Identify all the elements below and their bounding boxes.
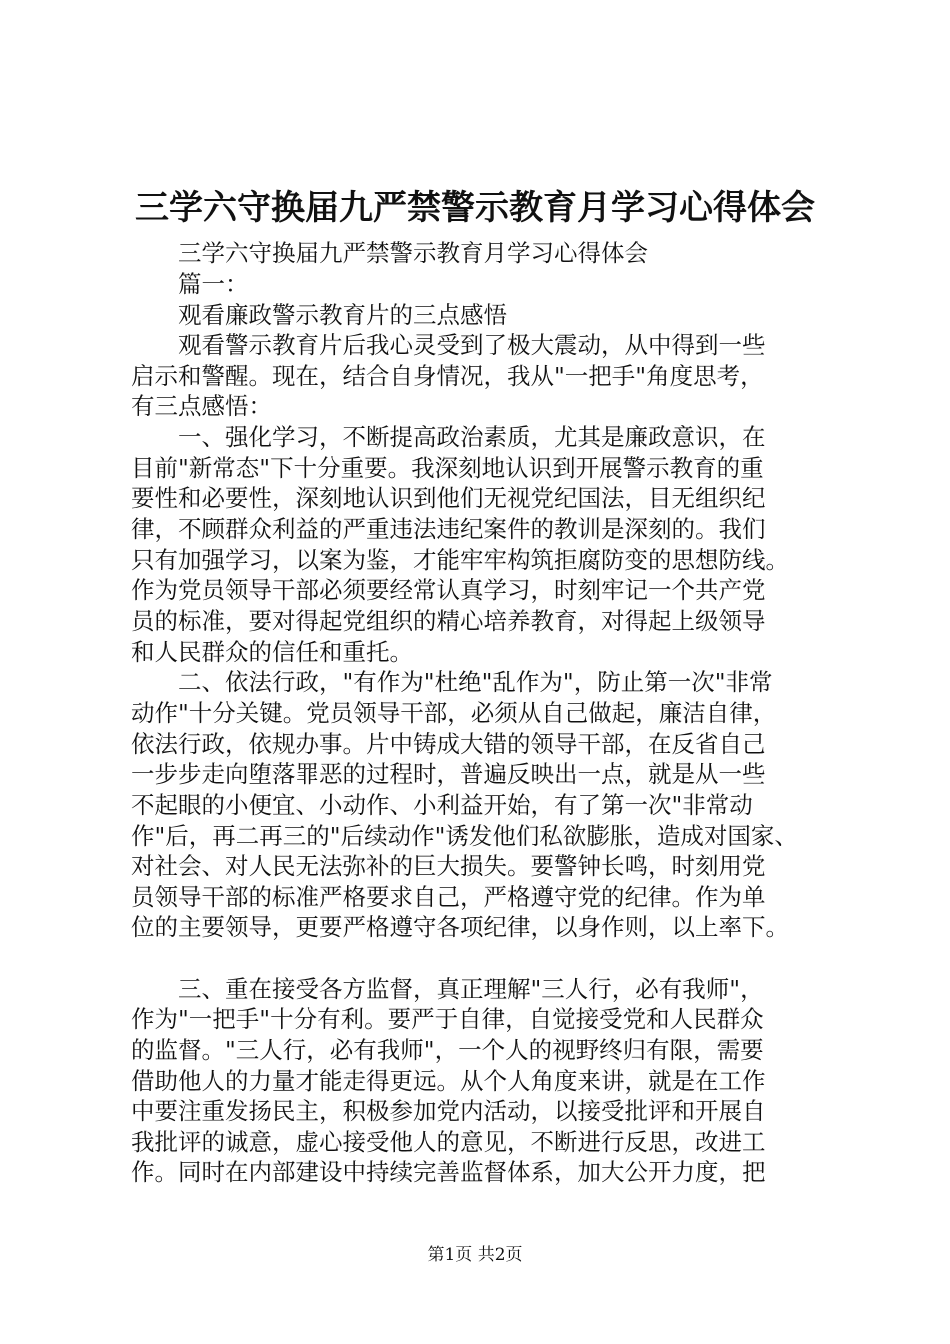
paragraph-line: 目前"新常态"下十分重要。我深刻地认识到开展警示教育的重: [131, 454, 764, 482]
paragraph-line: 作为"一把手"十分有利。要严于自律，自觉接受党和人民群众: [131, 1005, 764, 1033]
paragraph-line: 我批评的诚意，虚心接受他人的意见，不断进行反思，改进工: [131, 1128, 766, 1156]
section-label: 篇一：: [178, 270, 249, 298]
paragraph-line: 借助他人的力量才能走得更远。从个人角度来讲，就是在工作: [131, 1067, 766, 1095]
paragraph-line: 启示和警醒。现在，结合自身情况，我从"一把手"角度思考，: [131, 362, 764, 390]
paragraph-line: 一步步走向堕落罪恶的过程时，普遍反映出一点，就是从一些: [131, 760, 766, 788]
article-heading: 观看廉政警示教育片的三点感悟: [178, 301, 507, 329]
paragraph-line: 观看警示教育片后我心灵受到了极大震动，从中得到一些: [178, 331, 766, 359]
paragraph-line: 的监督。"三人行，必有我师"，一个人的视野终归有限，需要: [131, 1036, 764, 1064]
paragraph-line: 三、重在接受各方监督，真正理解"三人行，必有我师"，: [178, 975, 764, 1003]
paragraph-line: 员领导干部的标准严格要求自己，严格遵守党的纪律。作为单: [131, 883, 766, 911]
paragraph-line: 和人民群众的信任和重托。: [131, 638, 413, 666]
paragraph-line: 动作"十分关键。党员领导干部，必须从自己做起，廉洁自律，: [131, 699, 777, 727]
paragraph-line: 只有加强学习，以案为鉴，才能牢牢构筑拒腐防变的思想防线。: [131, 546, 789, 574]
paragraph-line: 有三点感悟：: [131, 392, 272, 420]
paragraph-line: 对社会、对人民无法弥补的巨大损失。要警钟长鸣，时刻用党: [131, 852, 766, 880]
paragraph-line: 律，不顾群众利益的严重违法违纪案件的教训是深刻的。我们: [131, 515, 766, 543]
paragraph-line: 要性和必要性，深刻地认识到他们无视党纪国法，目无组织纪: [131, 484, 766, 512]
paragraph-line: 依法行政，依规办事。片中铸成大错的领导干部，在反省自己: [131, 730, 766, 758]
document-title: 三学六守换届九严禁警示教育月学习心得体会: [135, 188, 815, 228]
paragraph-line: 一、强化学习，不断提高政治素质，尤其是廉政意识，在: [178, 423, 766, 451]
paragraph-line: 中要注重发扬民主，积极参加党内活动，以接受批评和开展自: [131, 1097, 766, 1125]
paragraph-line: 不起眼的小便宜、小动作、小利益开始，有了第一次"非常动: [131, 791, 753, 819]
paragraph-line: 二、依法行政，"有作为"杜绝"乱作为"，防止第一次"非常: [178, 668, 773, 696]
paragraph-line: 员的标准，要对得起党组织的精心培养教育，对得起上级领导: [131, 607, 766, 635]
paragraph-line: 作"后，再二再三的"后续动作"诱发他们私欲膨胀，造成对国家、: [131, 822, 798, 850]
page-footer: 第1页 共2页: [427, 1245, 523, 1265]
paragraph-line: 位的主要领导，更要严格遵守各项纪律，以身作则，以上率下。: [131, 913, 789, 941]
paragraph-line: 作为党员领导干部必须要经常认真学习，时刻牢记一个共产党: [131, 576, 766, 604]
subtitle-line: 三学六守换届九严禁警示教育月学习心得体会: [178, 239, 648, 267]
paragraph-line: 作。同时在内部建设中持续完善监督体系，加大公开力度，把: [131, 1158, 766, 1186]
